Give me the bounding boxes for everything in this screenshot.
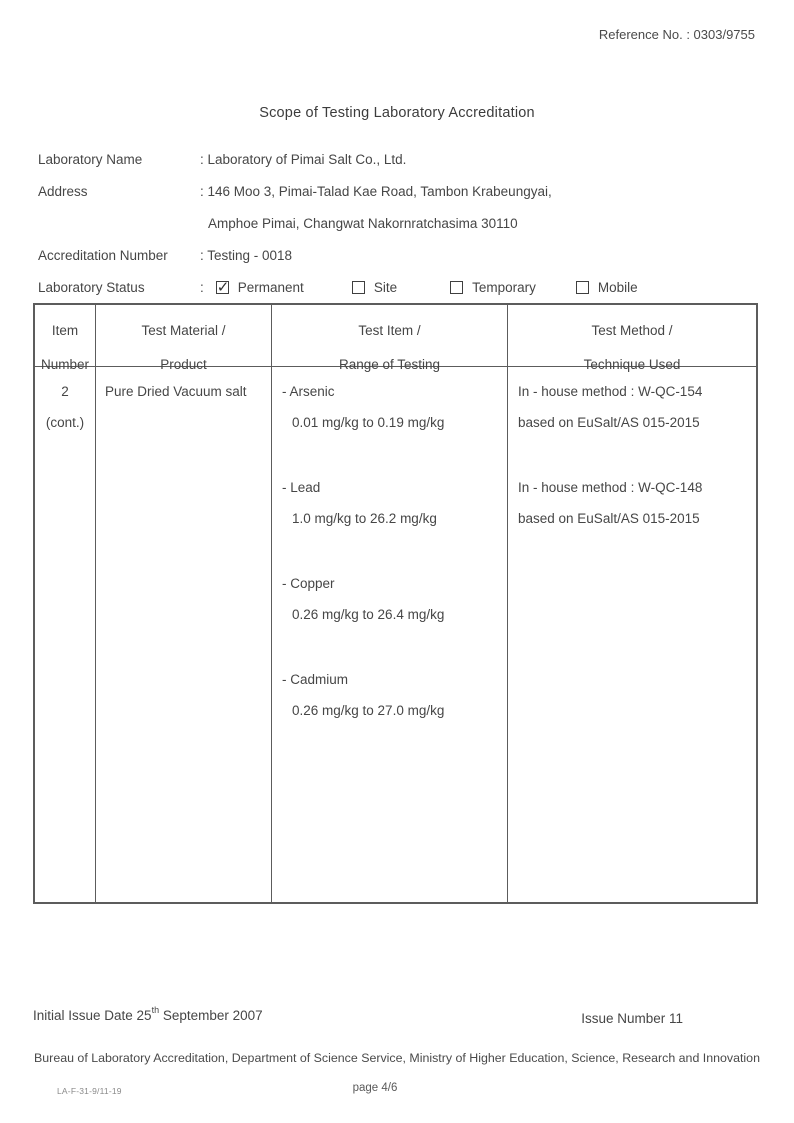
address-value-line2: Amphoe Pimai, Changwat Nakornratchasima 30110 [208,216,518,231]
status-option-mobile-label: Mobile [597,280,638,295]
initial-issue-date: Initial Issue Date 25th September 2007 [33,1005,263,1023]
test-item-range: 0.26 mg/kg to 26.4 mg/kg [292,607,445,622]
header-test-material: Test Material / Product [96,305,272,366]
method-line1: In - house method : W-QC-148 [518,480,703,495]
checkbox-mobile-icon [576,281,589,294]
cell-item-number [35,367,96,902]
accreditation-number-value: : Testing - 0018 [200,248,293,263]
page-number: page 4/6 [352,1082,398,1094]
bureau-footer: Bureau of Laboratory Accreditation, Department of Science Service, Ministry of Higher Education, Science, Research and Innovation [34,1051,760,1065]
accreditation-number-label: Accreditation Number [38,248,168,263]
test-block-lead [282,472,501,534]
test-block-copper [282,568,501,630]
test-item-name: - Lead [282,480,321,495]
laboratory-status-row [38,280,638,295]
issue-number: Issue Number 11 [581,1011,683,1026]
material-name: Pure Dried Vacuum salt [105,384,247,399]
status-option-temporary-label: Temporary [472,280,536,295]
status-colon: : [200,280,204,295]
address-value-line1: : 146 Moo 3, Pimai-Talad Kae Road, Tambon Krabeungyai, [200,184,552,199]
table-body-row [35,367,756,902]
header-test-method: Test Method / Technique Used [583,323,681,372]
test-item-range: 1.0 mg/kg to 26.2 mg/kg [292,511,437,526]
status-option-site [352,280,397,295]
method-line1: In - house method : W-QC-154 [518,384,703,399]
cell-test-method [508,367,756,902]
item-cont: (cont.) [45,415,85,430]
test-block-cadmium [282,664,501,726]
accreditation-number-row [38,248,292,263]
header-test-item: Test Item / Range of Testing [272,305,508,366]
status-option-mobile [576,280,638,295]
page-title: Scope of Testing Laboratory Accreditation [259,105,535,121]
laboratory-name-value: : Laboratory of Pimai Salt Co., Ltd. [200,152,407,167]
test-item-name: - Arsenic [282,384,335,399]
address-label: Address [38,184,88,199]
issue-line [33,1005,758,1026]
test-item-name: - Cadmium [282,672,349,687]
laboratory-name-label: Laboratory Name [38,152,143,167]
status-option-permanent [216,280,304,295]
checkbox-temporary-icon [450,281,463,294]
table-header-row [35,305,756,372]
test-item-range: 0.26 mg/kg to 27.0 mg/kg [292,703,445,718]
address-row [38,184,552,199]
test-item-range: 0.01 mg/kg to 0.19 mg/kg [292,415,445,430]
cell-test-item [272,367,508,902]
item-number: 2 [61,384,69,399]
header-item-number: Item Number [35,305,96,366]
checkbox-permanent-icon [216,281,229,294]
test-item-name: - Copper [282,576,335,591]
reference-number: Reference No. : 0303/9755 [598,27,755,42]
method-block-1 [518,376,750,438]
checkbox-site-icon [352,281,365,294]
method-block-2 [518,472,750,534]
form-code: LA-F-31-9/11-19 [57,1086,122,1096]
cell-test-material [96,367,272,902]
laboratory-status-label: Laboratory Status [38,280,145,295]
status-option-temporary [450,280,536,295]
method-line2: based on EuSalt/AS 015-2015 [518,415,700,430]
scope-table [33,303,758,904]
status-option-permanent-label: Permanent [237,280,304,295]
status-options [200,280,638,295]
test-block-arsenic [282,376,501,438]
laboratory-name-row [38,152,406,167]
status-option-site-label: Site [373,280,398,295]
method-line2: based on EuSalt/AS 015-2015 [518,511,700,526]
